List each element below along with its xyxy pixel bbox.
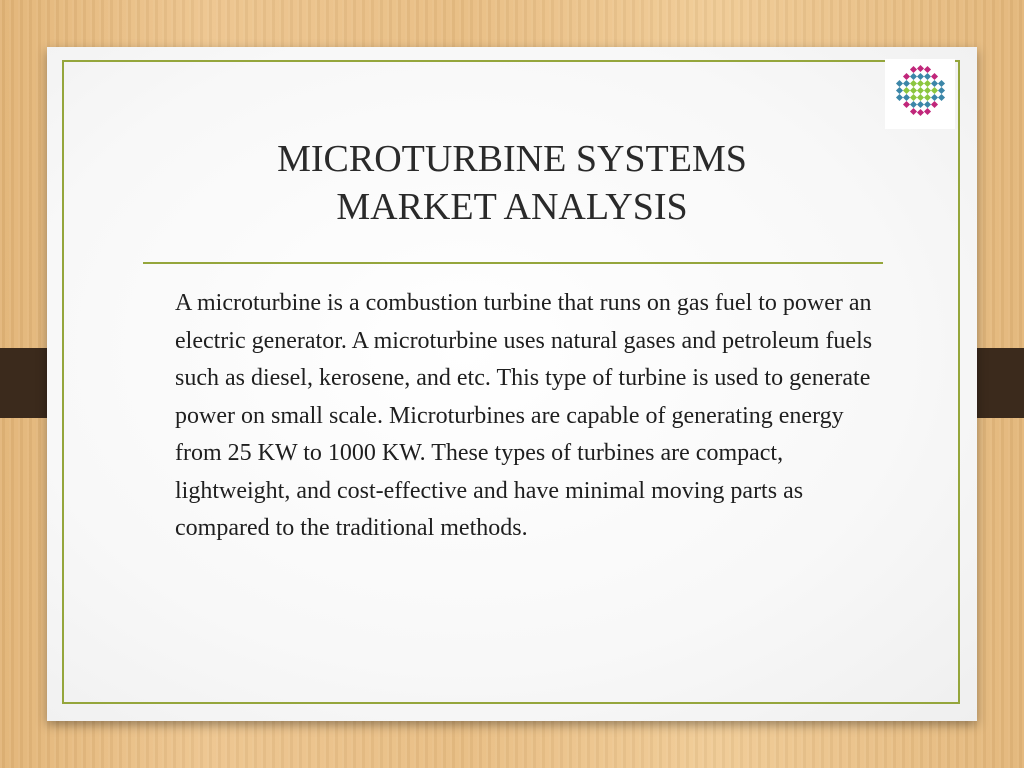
slide-paper xyxy=(47,47,977,721)
company-logo xyxy=(885,59,955,129)
title-line-2: MARKET ANALYSIS xyxy=(336,186,688,228)
title-line-1: MICROTURBINE SYSTEMS xyxy=(277,138,747,180)
title-divider xyxy=(143,262,883,264)
slide-title xyxy=(187,135,837,231)
dotted-globe-logo-icon xyxy=(885,59,955,129)
slide-body-text: A microturbine is a combustion turbine that runs on gas fuel to power an electric generator. A microturbine uses natural gases and petroleum fuels such as diesel, kerosene, and etc. This type of turbine is used to generate power on small scale. Microturbines are capable of generating energy from 25 KW to 1000 KW. These types of turbines are compact, lightweight, and cost-effective and have minimal moving parts as compared to the traditional methods. xyxy=(175,290,873,541)
